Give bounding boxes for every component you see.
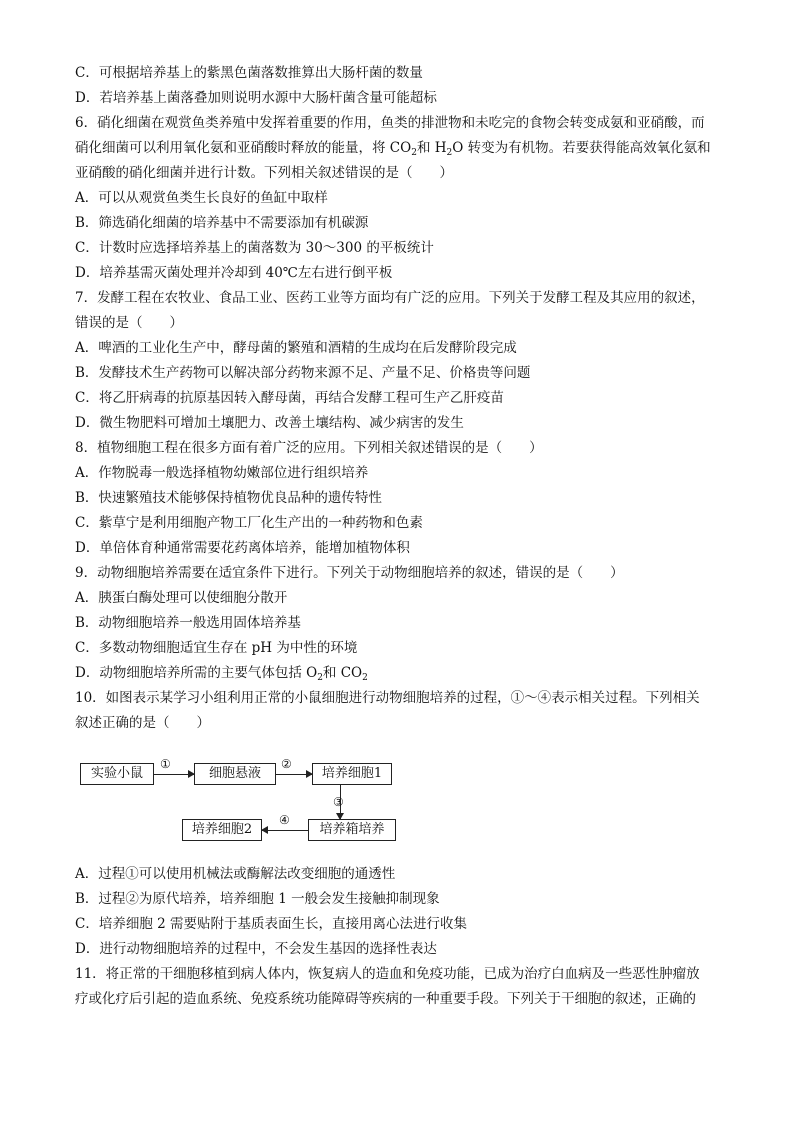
q10-option-c: C．培养细胞 2 需要贴附于基质表面生长，直接用离心法进行收集 (75, 916, 468, 932)
q7-option-a: A．啤酒的工业化生产中，酵母菌的繁殖和酒精的生成均在后发酵阶段完成 (75, 340, 517, 356)
q7-stem-line2: 错误的是（ ） (75, 315, 183, 331)
q6-option-c: C．计数时应选择培养基上的菌落数为 30～300 的平板统计 (75, 240, 434, 256)
box-cultured-cell-2: 培养细胞2 (182, 819, 262, 841)
label-step2: ② (281, 757, 292, 771)
q6-option-b: B．筛选硝化细菌的培养基中不需要添加有机碳源 (75, 215, 369, 231)
q5-option-c: C．可根据培养基上的紫黑色菌落数推算出大肠杆菌的数量 (75, 65, 423, 81)
box-incubator-culture: 培养箱培养 (308, 819, 396, 841)
q8-option-d: D．单倍体育种通常需要花药离体培养，能增加植物体积 (75, 540, 410, 556)
arrow-step2 (276, 774, 312, 775)
q10-option-b: B．过程②为原代培养，培养细胞 1 一般会发生接触抑制现象 (75, 891, 440, 907)
q6-option-d: D．培养基需灭菌处理并冷却到 40℃左右进行倒平板 (75, 265, 393, 281)
q8-option-b: B．快速繁殖技术能够保持植物优良品种的遗传特性 (75, 490, 382, 506)
q8-option-a: A．作物脱毒一般选择植物幼嫩部位进行组织培养 (75, 465, 369, 481)
q7-option-c: C．将乙肝病毒的抗原基因转入酵母菌，再结合发酵工程可生产乙肝疫苗 (75, 390, 504, 406)
q9-option-b: B．动物细胞培养一般选用固体培养基 (75, 615, 301, 631)
q9-option-d: D．动物细胞培养所需的主要气体包括 $O_2$和 $CO_2$ (75, 665, 368, 683)
q5-option-d: D．若培养基上菌落叠加则说明水源中大肠杆菌含量可能超标 (75, 90, 437, 106)
q9-option-c: C．多数动物细胞适宜生存在 pH 为中性的环境 (75, 640, 358, 656)
q9-option-a: A．胰蛋白酶处理可以使细胞分散开 (75, 590, 288, 606)
q6-option-a: A．可以从观赏鱼类生长良好的鱼缸中取样 (75, 190, 328, 206)
q7-stem-line1: 7．发酵工程在农牧业、食品工业、医药工业等方面均有广泛的应用。下列关于发酵工程及其应用的叙述， (75, 290, 705, 306)
q7-option-b: B．发酵技术生产药物可以解决部分药物来源不足、产量不足、价格贵等问题 (75, 365, 531, 381)
q10-option-d: D．进行动物细胞培养的过程中，不会发生基因的选择性表达 (75, 941, 437, 957)
box-lab-mouse: 实验小鼠 (80, 763, 154, 785)
q8-option-c: C．紫草宁是利用细胞产物工厂化生产出的一种药物和色素 (75, 515, 423, 531)
q11-stem-line1: 11．将正常的干细胞移植到病人体内，恢复病人的造血和免疫功能，已成为治疗白血病及一些恶性肿瘤放 (75, 966, 700, 982)
label-step1: ① (160, 757, 171, 771)
q11-stem-line2: 疗或化疗后引起的造血系统、免疫系统功能障碍等疾病的一种重要手段。下列关于干细胞的叙述，正确的 (75, 991, 696, 1007)
q10-stem-line1: 10．如图表示某学习小组利用正常的小鼠细胞进行动物细胞培养的过程，①～④表示相关过程。下列相关 (75, 690, 700, 706)
arrow-step1 (154, 774, 194, 775)
q10-stem-line2: 叙述正确的是（ ） (75, 715, 210, 731)
box-cultured-cell-1: 培养细胞1 (312, 763, 392, 785)
q6-stem-line1: 6．硝化细菌在观赏鱼类养殖中发挥着重要的作用，鱼类的排泄物和未吃完的食物会转变成氨和亚硝酸，而 (75, 115, 705, 131)
arrow-step4 (262, 830, 308, 831)
q6-stem-line3: 亚硝酸的硝化细菌并进行计数。下列相关叙述错误的是（ ） (75, 165, 453, 181)
q8-stem: 8．植物细胞工程在很多方面有着广泛的应用。下列相关叙述错误的是（ ） (75, 440, 543, 456)
q6-stem-line2: 硝化细菌可以利用氧化氨和亚硝酸时释放的能量，将 $CO_2$和 $H_2O$ 转变为有机物。若要获得能高效氧化氨和 (75, 140, 711, 158)
q7-option-d: D．微生物肥料可增加土壤肥力、改善土壤结构、减少病害的发生 (75, 415, 464, 431)
box-cell-suspension: 细胞悬液 (194, 763, 276, 785)
label-step4: ④ (279, 813, 290, 827)
label-step3: ③ (333, 795, 344, 809)
q9-stem: 9．动物细胞培养需要在适宜条件下进行。下列关于动物细胞培养的叙述，错误的是（ ） (75, 565, 624, 581)
q10-option-a: A．过程①可以使用机械法或酶解法改变细胞的通透性 (75, 866, 396, 882)
